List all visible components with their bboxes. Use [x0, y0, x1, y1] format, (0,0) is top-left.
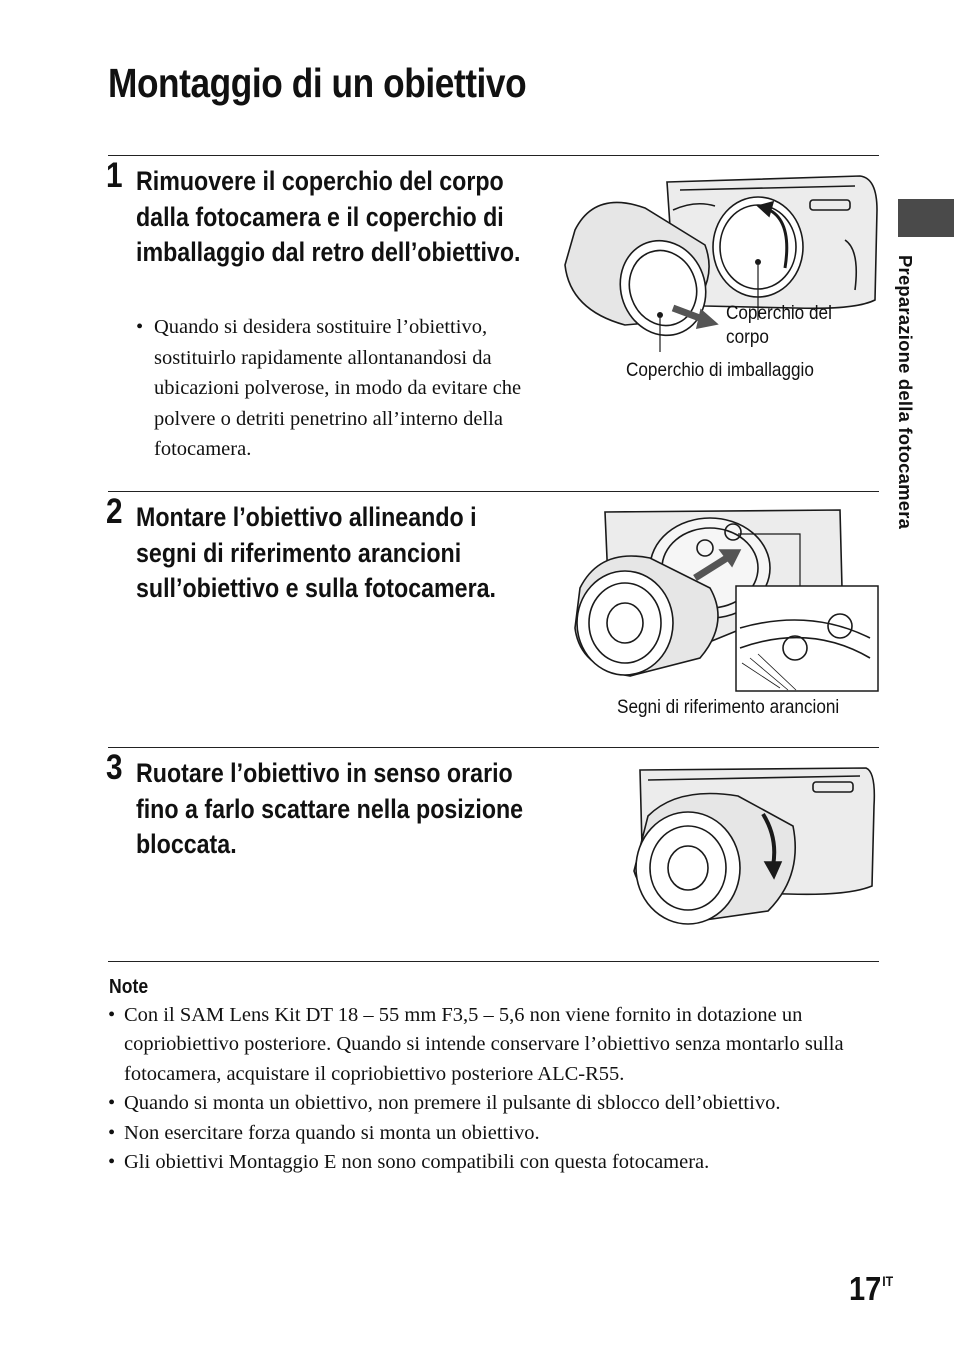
- caption-reference-marks: Segni di riferimento arancioni: [617, 696, 840, 718]
- notes-divider: [108, 961, 879, 962]
- step-2-heading: Montare l’obiettivo allineando i segni di riferimento arancioni sull’obiettivo e sulla fotocamera.: [136, 502, 497, 603]
- step-2-illustration: [570, 508, 880, 693]
- step-1-number: 1: [106, 156, 123, 195]
- step-3-illustration: [628, 766, 878, 926]
- bullet-dot: •: [136, 316, 144, 338]
- step-2-number: 2: [106, 492, 123, 531]
- section-tab-marker: [898, 199, 954, 237]
- page-number: [849, 1270, 893, 1308]
- caption-body-cap: [726, 301, 858, 349]
- step-3-divider: [108, 747, 879, 748]
- step-1-bullet-text: Quando si desidera sostituire l’obiettivo, sostituirlo rapidamente allontanandosi da ubicazioni polverose, in modo da evitare che polvere o detriti penetrino all’interno della fotocamera.: [154, 316, 522, 461]
- note-item: • Quando si monta un obiettivo, non premere il pulsante di sblocco dell’obiettivo.: [108, 1089, 878, 1118]
- step-1-bullet: [136, 312, 536, 465]
- caption-body-cap-text: Coperchio del corpo: [726, 302, 832, 348]
- step-3-heading: Ruotare l’obiettivo in senso orario fino a farlo scattare nella posizione bloccata.: [136, 758, 524, 859]
- page-title: Montaggio di un obiettivo: [108, 60, 527, 106]
- step-2-divider: [108, 491, 879, 492]
- section-side-label: Preparazione della fotocamera: [895, 255, 916, 530]
- page-number-value: 17: [849, 1270, 882, 1307]
- notes-list: [108, 1001, 878, 1177]
- notes-title: Note: [109, 976, 149, 998]
- step-1-divider: [108, 155, 879, 156]
- page-number-language: IT: [882, 1273, 894, 1289]
- caption-packaging-cap: Coperchio di imballaggio: [626, 359, 814, 381]
- step-3-number: 3: [106, 748, 123, 787]
- note-item: • Con il SAM Lens Kit DT 18 – 55 mm F3,5 – 5,6 non viene fornito in dotazione un copriobiettivo posteriore. Quando si intende conservare l’obiettivo senza montarlo sulla fotocamera, acquistare il copriobiettivo posteriore ALC-R55.: [108, 1001, 878, 1089]
- step-1-heading: Rimuovere il coperchio del corpo dalla fotocamera e il coperchio di imballaggio dal retro dell’obiettivo.: [136, 166, 521, 267]
- note-item: • Gli obiettivi Montaggio E non sono compatibili con questa fotocamera.: [108, 1148, 878, 1177]
- note-item: • Non esercitare forza quando si monta un obiettivo.: [108, 1119, 878, 1148]
